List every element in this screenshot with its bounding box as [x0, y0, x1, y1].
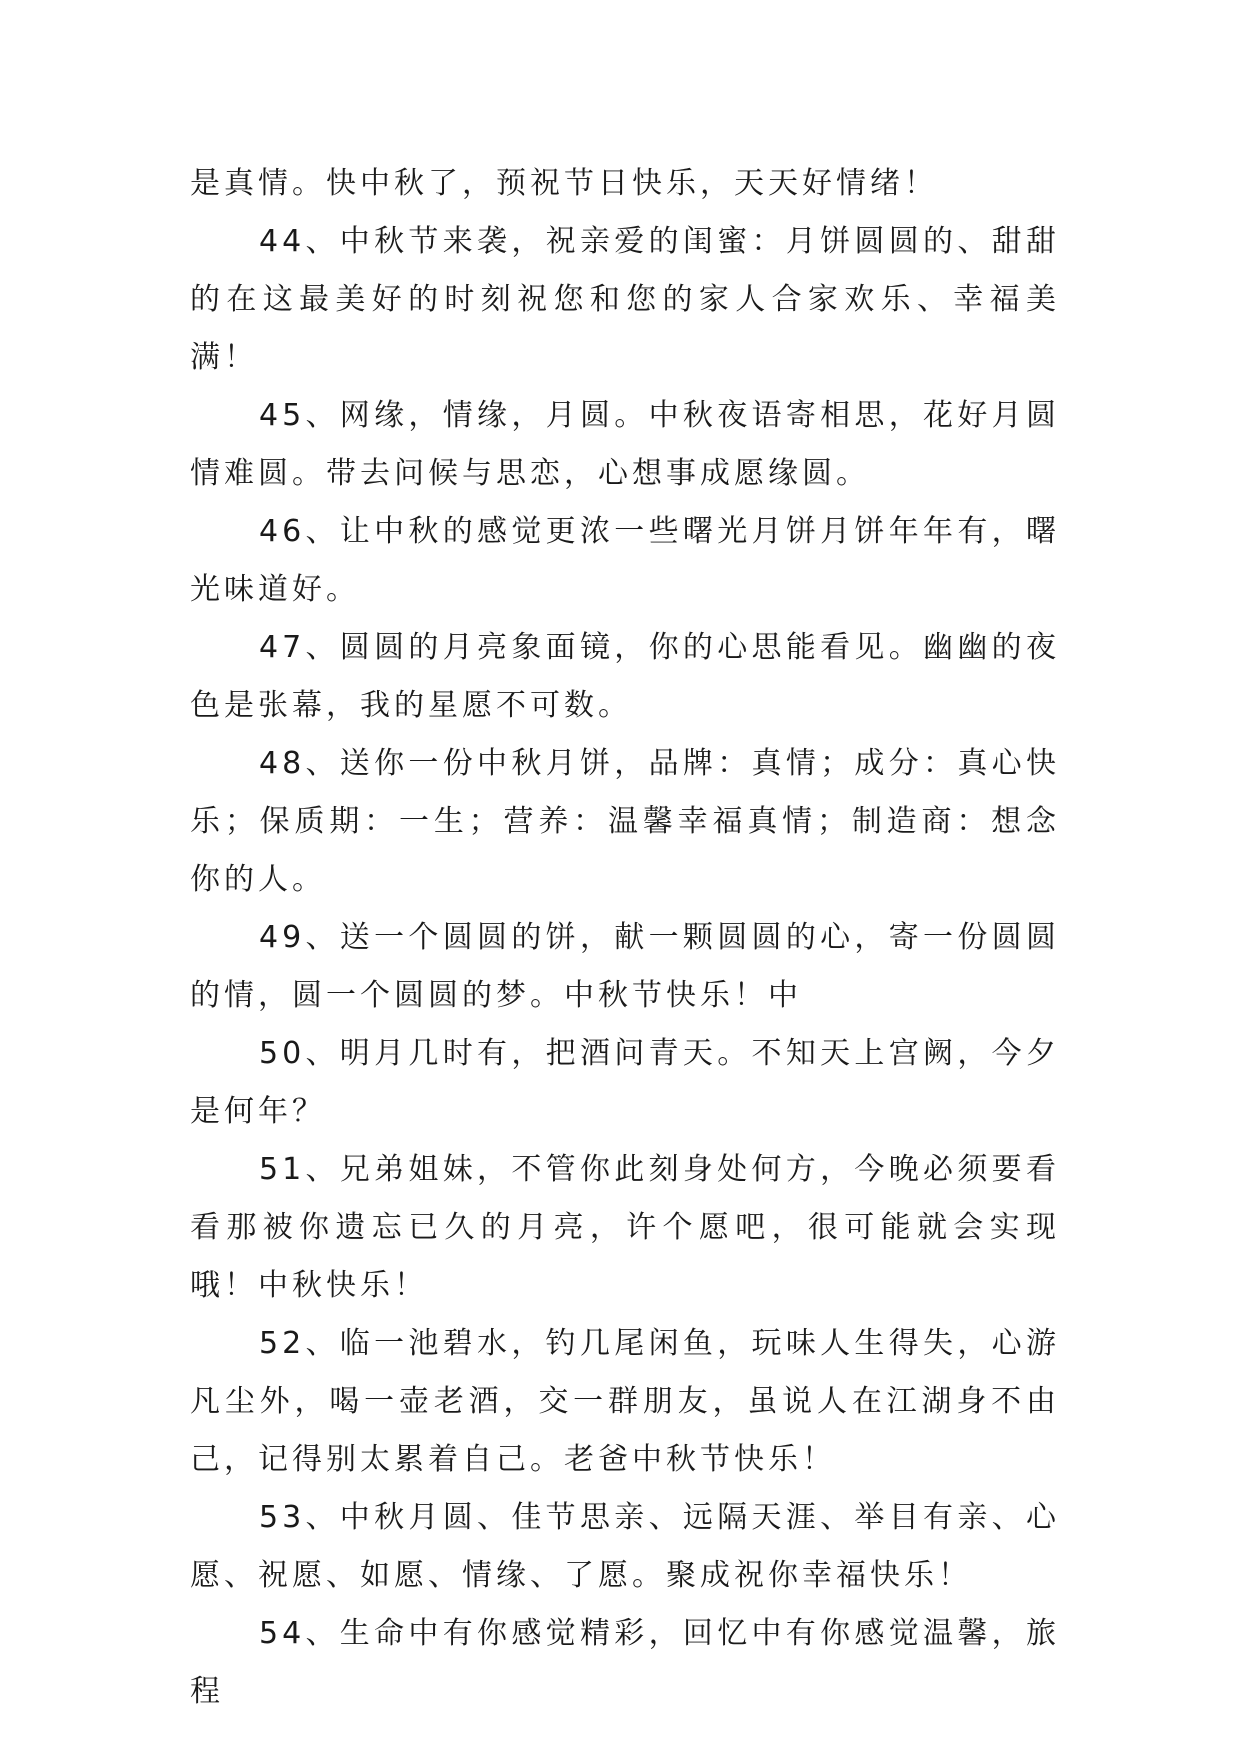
- paragraph-54: 54、生命中有你感觉精彩，回忆中有你感觉温馨，旅程: [190, 1616, 1060, 1709]
- paragraph-47: 47、圆圆的月亮象面镜，你的心思能看见。幽幽的夜色是张幕，我的星愿不可数。: [190, 630, 1060, 723]
- document-body: [190, 155, 1060, 1721]
- paragraph-46: 46、让中秋的感觉更浓一些曙光月饼月饼年年有，曙光味道好。: [190, 514, 1060, 607]
- paragraph-45: 45、网缘，情缘，月圆。中秋夜语寄相思，花好月圆情难圆。带去问候与思恋，心想事成愿缘圆。: [190, 398, 1060, 491]
- paragraph-48: 48、送你一份中秋月饼，品牌：真情；成分：真心快乐；保质期：一生；营养：温馨幸福真情；制造商：想念你的人。: [190, 746, 1060, 897]
- paragraph-50: 50、明月几时有，把酒问青天。不知天上宫阙，今夕是何年？: [190, 1036, 1060, 1129]
- paragraph-51: 51、兄弟姐妹，不管你此刻身处何方，今晚必须要看看那被你遗忘已久的月亮，许个愿吧，很可能就会实现哦！中秋快乐！: [190, 1152, 1060, 1303]
- paragraph-49: 49、送一个圆圆的饼，献一颗圆圆的心，寄一份圆圆的情，圆一个圆圆的梦。中秋节快乐！中: [190, 920, 1060, 1013]
- paragraph-53: 53、中秋月圆、佳节思亲、远隔天涯、举目有亲、心愿、祝愿、如愿、情缘、了愿。聚成祝你幸福快乐！: [190, 1500, 1060, 1593]
- paragraph-43-continuation: 是真情。快中秋了，预祝节日快乐，天天好情绪！: [190, 166, 938, 201]
- paragraph-52: 52、临一池碧水，钓几尾闲鱼，玩味人生得失，心游凡尘外，喝一壶老酒，交一群朋友，虽说人在江湖身不由己，记得别太累着自己。老爸中秋节快乐！: [190, 1326, 1060, 1477]
- paragraph-44: 44、中秋节来袭，祝亲爱的闺蜜：月饼圆圆的、甜甜的在这最美好的时刻祝您和您的家人合家欢乐、幸福美满！: [190, 224, 1060, 375]
